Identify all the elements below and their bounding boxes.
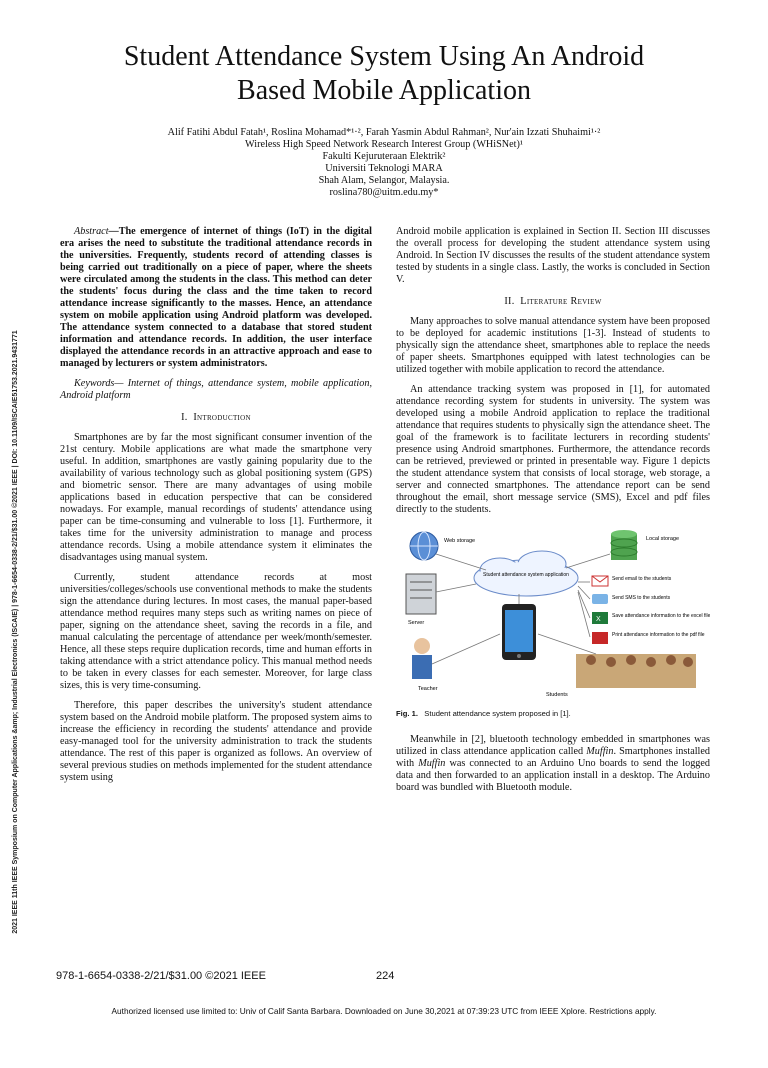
keywords: Keywords— Internet of things, attendance system, mobile application, Android platform (60, 378, 372, 401)
author-block (70, 127, 698, 199)
figure-1-diagram (396, 524, 710, 704)
author-names: Alif Fatihi Abdul Fatah¹, Roslina Mohamad*¹·², Farah Yasmin Abdul Rahman², Nur'ain Izzati Shuhaimi¹·² (167, 127, 601, 138)
title-line-1: Student Attendance System Using An Android (123, 41, 645, 72)
section-number: II. (504, 296, 515, 307)
section-heading-introduction (60, 412, 372, 424)
abstract (60, 226, 372, 370)
teacher-icon (412, 638, 432, 679)
svg-text:X: X (596, 616, 601, 623)
abstract-text: —The emergence of internet of things (IoT) in the digital era arises the need to substitute the traditional attendance records in the universities. Frequently, students record of attending classes is being carried out traditionally on a piece of paper, where the sheets were circulated among the students in the class. This method can deter the students' focus during the class and the time taken to record attendance increase significantly to the masses. Hence, an attendance system on mobile application using Android platform was developed. The attendance system connected to a database that stored student information and attendance records. In addition, the user interface displayed the attendance records in an attractive approach and ease to managed by lecturers or system administrators. (60, 226, 372, 369)
license-notice: Authorized licensed use limited to: Univ of Calif Santa Barbara. Downloaded on June 30,2021 at 07:39:23 UTC from IEEE Xplore. Restrictions apply. (111, 1006, 657, 1016)
figure-caption-text: Student attendance system proposed in [1]. (424, 709, 571, 718)
excel-icon (592, 612, 608, 624)
intro-paragraph-3: Therefore, this paper describes the university's student attendance system based on the Android mobile platform. The proposed system aims to increase the efficiency in recording the students' attendance and provide easy-managed tool for the university administration to track the students attendance. The rest of this paper is organized as follows. An overview of several previous studies on methods implemented for the student attendance system using (60, 700, 372, 783)
smartphone-icon (502, 604, 536, 660)
affiliation-university: Universiti Teknologi MARA (325, 163, 443, 174)
local-storage-label: Local storage (646, 536, 680, 542)
action-email-label: Send email to the students (612, 576, 672, 582)
server-label: Server (408, 620, 425, 626)
students-icon (576, 654, 696, 688)
affiliation-faculty: Fakulti Kejuruteraan Elektrik² (322, 151, 446, 162)
students-label: Students (546, 692, 568, 698)
literature-paragraph-1: Many approaches to solve manual attendance system have been proposed to be deployed for academic institutions [1-3]. Instead of students to physically sign the attendance sheet, smartphones able to replace the needs of paper sheets. Smartphones equipped with latest technologies can be utilized together with mobile application to record the attendance. (396, 316, 710, 375)
intro-paragraph-2: Currently, student attendance records at most universities/colleges/schools use conventional methods to make the students sign the attendance during lectures. In most cases, the manual paper-based attendance method requires many steps such as writing names on piece of paper, signing on the attendance sheet, saving the records in a file, and manual calculating the percentage of attendance per week/month/semester. Hence, all these steps require duplication records, time and human efforts in taking attendance with a strict attendance policy. This manual method needs to be taken in every classes for each semester. Moreover, for large class sizes, this is very time-consuming. (60, 572, 372, 691)
pdf-icon (592, 632, 608, 644)
sms-icon (592, 594, 608, 604)
intro-paragraph-1: Smartphones are by far the most significant consumer invention of the 21st century. Mobile applications are what made the smartphone very useful. In addition, smartphones are vastly gaining popularity due to the availability of various technology such as global positioning system (GPS) and biometric sensor. There are many advantages of using mobile applications based in education perspective that can be considered nowadays. For example, manual recordings of students' attendance using paper can be time-consuming and vulnerable to loss [1]. Furthermore, it takes time for the university administration to manage and process attendance records. Using a mobile attendance system it eliminates the disadvantages using manual system. (60, 432, 372, 563)
literature-paragraph-3: Meanwhile in [2], bluetooth technology embedded in smartphones was utilized in class attendance application called Muffin. Smartphones installed with Muffin was connected to an Arduino Uno boards to send the logged data and then forwarded to an application install in a desktop. The Arduino board was bundled with Bluetooth module. (396, 734, 710, 793)
section-title: Literature Review (520, 296, 602, 307)
affiliation-location: Shah Alam, Selangor, Malaysia. (318, 175, 450, 186)
web-storage-icon (410, 532, 438, 560)
local-storage-icon (611, 530, 637, 560)
page-number: 224 (376, 970, 395, 982)
title-line-2: Based Mobile Application (237, 75, 531, 106)
footer-isbn: 978-1-6654-0338-2/21/$31.00 ©2021 IEEE (56, 970, 266, 982)
attendance-system-diagram (396, 524, 710, 704)
ieee-sidebar-citation: 2021 IEEE 11th IEEE Symposium on Computer Applications &amp; Industrial Electronics (ISCAIE) | 978-1-6654-0338-2/21/$31.00 ©2021 IEEE | DOI: 10.1109/ISCAIE51753.2021.9431771 (12, 330, 19, 934)
section-title: Introduction (193, 412, 251, 423)
cloud-label-1: Student attendance system application (483, 572, 569, 578)
paper-title (70, 40, 698, 108)
section-heading-literature-review (396, 296, 710, 308)
literature-paragraph-2: An attendance tracking system was proposed in [1], for automated attendance recording system for students in university. The system was developed using a mobile Android application to replace the traditional attendance that requires students to physically sign the attendance sheet. The goal of the framework is to facilitate lecturers in recording students' presence using Android smartphones. Furthermore, the attendance records can be retrieved, previewed or printed in presentable way. Figure 1 depicts the student attendance system that consists of local storage, web storage, a server and connected smartphones. The attendance report can be send throughout the email, short message service (SMS), Excel and pdf files directly to the students. (396, 384, 710, 515)
action-excel-label: Save attendance information to the excel file (612, 613, 710, 619)
section-number: I. (181, 412, 188, 423)
server-icon (406, 574, 436, 614)
abstract-label: Abstract (74, 226, 109, 237)
email-icon (592, 576, 608, 586)
affiliation-group: Wireless High Speed Network Research Interest Group (WHiSNet)¹ (245, 139, 523, 150)
intro-paragraph-continued: Android mobile application is explained in Section II. Section III discusses the overall process for developing the student attendance system using Android. In Section IV discusses the results of the student attendance system tested by students in a single class. Lastly, the works is concluded in Section V. (396, 226, 710, 285)
figure-number: Fig. 1. (396, 709, 418, 718)
author-email: roslina780@uitm.edu.my* (329, 187, 439, 198)
action-sms-label: Send SMS to the students (612, 595, 671, 601)
right-column (396, 226, 710, 802)
figure-1-caption (396, 708, 710, 720)
action-pdf-label: Print attendance information to the pdf file (612, 632, 705, 638)
left-column (60, 226, 372, 792)
web-storage-label: Web storage (444, 538, 476, 544)
teacher-label: Teacher (418, 686, 438, 692)
